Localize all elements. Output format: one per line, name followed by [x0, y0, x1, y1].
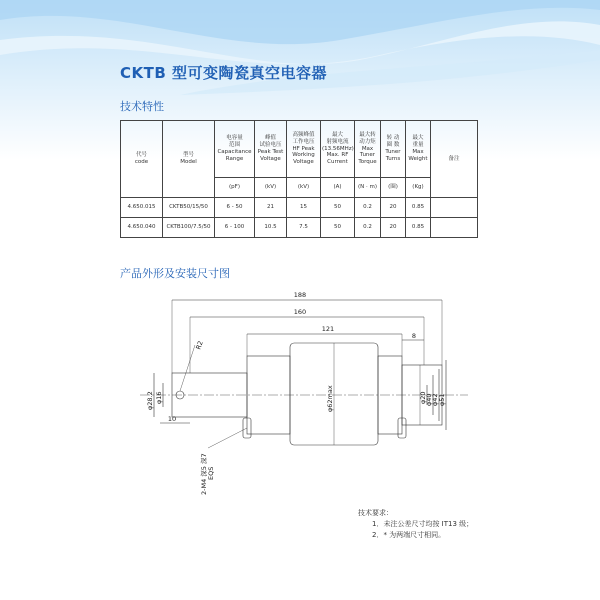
dimension-drawing: [120, 280, 480, 505]
notes-item: 2．* 为两端尺寸相同。: [372, 530, 446, 539]
dim-d16: φ16: [155, 391, 163, 404]
cell-model: CKTB100/7.5/50: [163, 218, 215, 238]
cell-turns: 20: [381, 218, 406, 238]
unit-cell: (N · m): [355, 178, 381, 198]
dim-d51: φ51: [438, 393, 446, 406]
dim-d20: φ20: [419, 391, 427, 404]
section-heading-drawing: 产品外形及安装尺寸图: [120, 267, 230, 280]
cell-code: 4.650.040: [121, 218, 163, 238]
table-header-row: [121, 121, 478, 178]
header-tuner-turns: 转 动 圈 数 Tuner Turns: [381, 121, 406, 178]
notes-item: 1．未注公差尺寸均按 IT13 级；: [372, 519, 474, 528]
dim-thread: 2-M4 深5 深7: [200, 453, 208, 495]
table-row: [121, 218, 478, 238]
dim-160: 160: [293, 308, 307, 316]
cell-peak-voltage: 10.5: [255, 218, 287, 238]
cell-remarks: [431, 218, 478, 238]
header-code: 代号 code: [121, 121, 163, 198]
spec-table: [120, 120, 478, 238]
table-row: [121, 198, 478, 218]
technical-notes: [358, 508, 473, 541]
dim-8: 8: [411, 332, 417, 340]
dim-r2: R2: [194, 339, 205, 351]
unit-cell: (圈): [381, 178, 406, 198]
section-heading-spec: 技术特性: [120, 100, 164, 113]
cell-capacitance: 6 - 50: [215, 198, 255, 218]
dim-d40: φ40: [425, 393, 433, 406]
unit-cell: (kV): [287, 178, 321, 198]
dim-d42: φ42: [431, 393, 439, 406]
cell-weight: 0.85: [406, 198, 431, 218]
cell-torque: 0.2: [355, 198, 381, 218]
cell-remarks: [431, 198, 478, 218]
cell-peak-voltage: 21: [255, 198, 287, 218]
header-model: 型号 Model: [163, 121, 215, 198]
unit-cell: (Kg): [406, 178, 431, 198]
cell-turns: 20: [381, 198, 406, 218]
dim-188: 188: [293, 291, 307, 299]
cell-capacitance: 6 - 100: [215, 218, 255, 238]
unit-cell: (kV): [255, 178, 287, 198]
cell-rf-current: 50: [321, 218, 355, 238]
header-remarks: 备注: [431, 121, 478, 198]
cell-model: CKTB50/15/50: [163, 198, 215, 218]
header-rf-current: 最大 射频电流 (13.56MHz) Max. RF Current: [321, 121, 355, 178]
cell-code: 4.650.015: [121, 198, 163, 218]
header-hf-working-voltage: 高频峰值 工作电压 HF Peak Working Voltage: [287, 121, 321, 178]
cell-rf-current: 50: [321, 198, 355, 218]
notes-heading: 技术要求：: [358, 509, 393, 517]
header-weight: 最大 重量 Max Weight: [406, 121, 431, 178]
cell-torque: 0.2: [355, 218, 381, 238]
unit-cell: (A): [321, 178, 355, 198]
cell-working-voltage: 15: [287, 198, 321, 218]
header-capacitance: 电容量 范围 Capacitance Range: [215, 121, 255, 178]
dim-eqs: EQS: [207, 466, 215, 480]
dim-10: 10: [167, 415, 177, 423]
header-tuner-torque: 最大转 动力矩 Max Tuner Torque: [355, 121, 381, 178]
unit-cell: (pF): [215, 178, 255, 198]
cell-weight: 0.85: [406, 218, 431, 238]
page-title: CKTB 型可变陶瓷真空电容器: [120, 64, 328, 82]
dim-121: 121: [321, 325, 335, 333]
dim-d28: φ28.2: [146, 391, 154, 410]
cell-working-voltage: 7.5: [287, 218, 321, 238]
header-peak-test-voltage: 峰值 试验电压 Peak Test Voltage: [255, 121, 287, 178]
dim-d62: φ62max: [326, 385, 334, 412]
